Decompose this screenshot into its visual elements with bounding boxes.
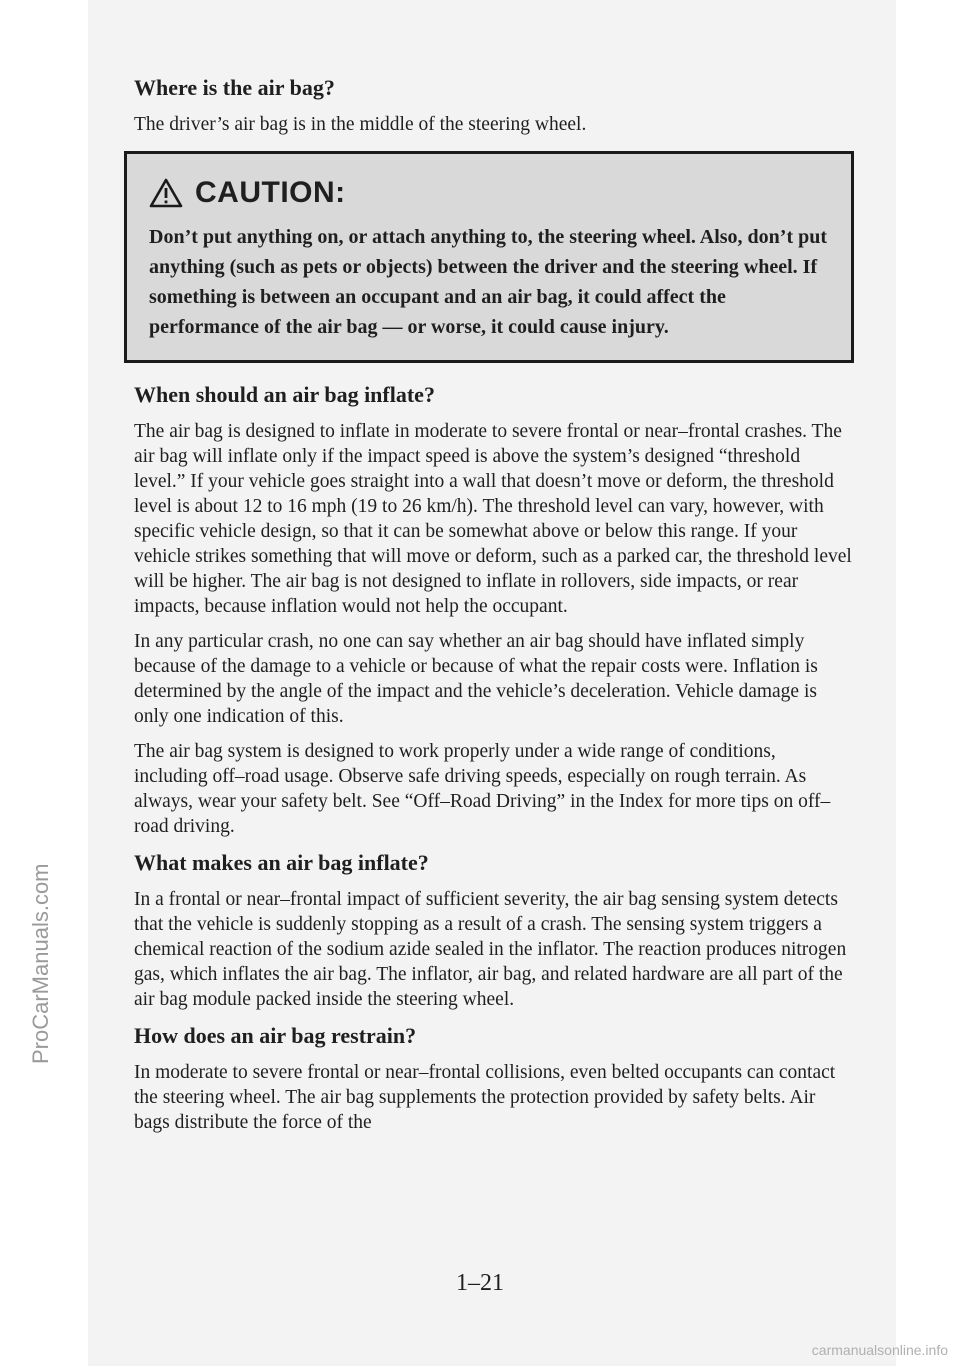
caution-text: Don’t put anything on, or attach anything to, the steering wheel. Also, don’t put anything (such as pets or objects) between the driver and the steering wheel. If something is between an occupant and an air bag, it could affect the performance of the air bag — or worse, it could cause injury. xyxy=(149,226,828,338)
section-heading: Where is the air bag? xyxy=(134,75,335,100)
page-number: 1–21 xyxy=(456,1270,504,1296)
section-heading: What makes an air bag inflate? xyxy=(134,850,429,875)
page-content xyxy=(134,70,854,1145)
watermark-bottom: carmanualsonline.info xyxy=(811,1342,948,1358)
section-when xyxy=(134,381,854,839)
section-heading: How does an air bag restrain? xyxy=(134,1023,417,1048)
section-paragraph: The driver’s air bag is in the middle of the steering wheel. xyxy=(134,114,587,135)
watermark-left: ProCarManuals.com xyxy=(28,863,53,1064)
section-paragraph: The air bag is designed to inflate in moderate to severe frontal or near–frontal crashes. The air bag will inflate only if the impact speed is above the system’s designed “threshold level.” If your vehicle goes straight into a wall that doesn’t move or deform, the threshold level is about 12 to 16 mph (19 to 26 km/h). The threshold level can vary, however, with specific vehicle design, so that it can be somewhat above or below this range. If your vehicle strikes something that will move or deform, such as a parked car, the threshold level will be higher. The air bag is not designed to inflate in rollovers, side impacts, or rear impacts, because inflation would not help the occupant. xyxy=(134,421,852,617)
section-paragraph: In moderate to severe frontal or near–frontal collisions, even belted occupants can contact the steering wheel. The air bag supplements the protection provided by safety belts. Air bags distribute the force of the xyxy=(134,1062,836,1133)
section-paragraph: In a frontal or near–frontal impact of sufficient severity, the air bag sensing system detects that the vehicle is suddenly stopping as a result of a crash. The sensing system triggers a chemical reaction of the sodium azide sealed in the inflator. The reaction produces nitrogen gas, which inflates the air bag. The inflator, air bag, and related hardware are all part of the air bag module packed inside the steering wheel. xyxy=(134,889,847,1010)
section-where xyxy=(134,74,854,137)
section-how-restrain xyxy=(134,1022,854,1135)
caution-title: CAUTION: xyxy=(195,176,346,209)
section-heading: When should an air bag inflate? xyxy=(134,382,435,407)
caution-header xyxy=(149,176,831,210)
section-what-makes xyxy=(134,849,854,1012)
warning-triangle-icon xyxy=(149,178,183,208)
caution-box xyxy=(124,151,854,363)
section-paragraph: The air bag system is designed to work properly under a wide range of conditions, including off–road usage. Observe safe driving speeds, especially on rough terrain. As always, wear your safety belt. See “Off–Road Driving” in the Index for more tips on off–road driving. xyxy=(134,741,831,837)
section-paragraph: In any particular crash, no one can say whether an air bag should have inflated simply because of the damage to a vehicle or because of what the repair costs were. Inflation is determined by the angle of the impact and the vehicle’s deceleration. Vehicle damage is only one indication of this. xyxy=(134,631,818,727)
